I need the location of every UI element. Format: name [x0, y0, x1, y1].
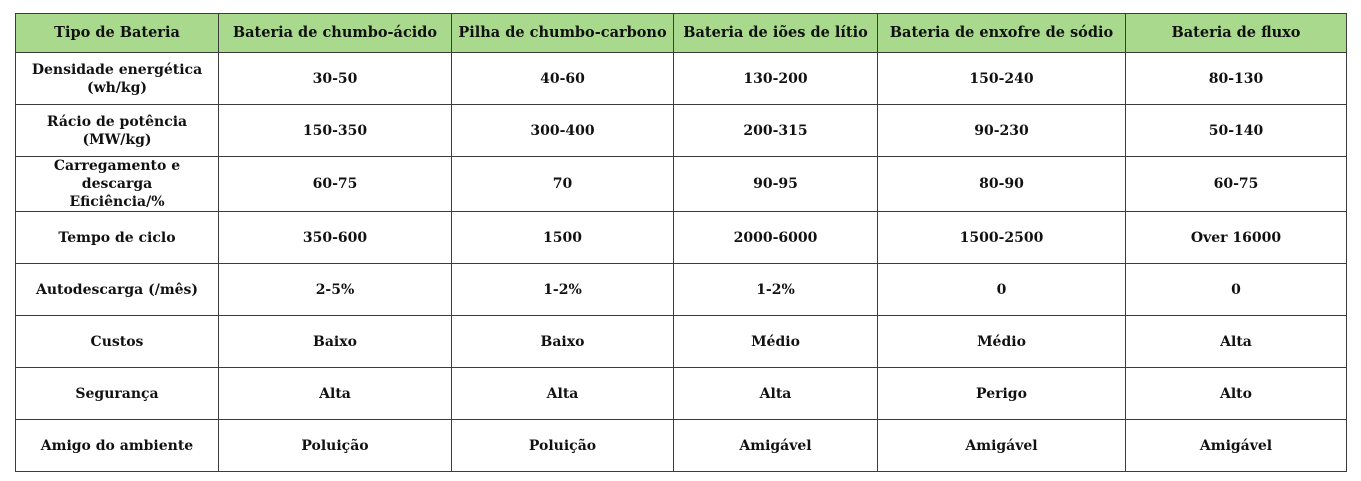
table-cell: 40-60: [452, 53, 674, 105]
row-label-line1: Tempo de ciclo: [58, 229, 176, 246]
row-label: [16, 212, 219, 264]
table-cell: Médio: [674, 316, 878, 368]
table-row: [16, 368, 1347, 420]
row-label: [16, 105, 219, 157]
table-cell: 1500: [452, 212, 674, 264]
table-cell: 60-75: [1126, 157, 1347, 212]
table-cell: Alta: [452, 368, 674, 420]
row-label: [16, 53, 219, 105]
table-row: [16, 316, 1347, 368]
table-cell: Alto: [1126, 368, 1347, 420]
row-label: [16, 368, 219, 420]
row-label: [16, 316, 219, 368]
table-row: [16, 105, 1347, 157]
table-cell: 300-400: [452, 105, 674, 157]
header-sodium-sulfur: Bateria de enxofre de sódio: [878, 14, 1126, 53]
table-row: [16, 264, 1347, 316]
table-cell: 350-600: [219, 212, 452, 264]
table-cell: 1-2%: [674, 264, 878, 316]
header-lead-acid: Bateria de chumbo-ácido: [219, 14, 452, 53]
table-cell: 30-50: [219, 53, 452, 105]
table-cell: 200-315: [674, 105, 878, 157]
table-cell: 2000-6000: [674, 212, 878, 264]
row-label-line1: Rácio de potência: [46, 113, 188, 130]
header-lead-carbon: Pilha de chumbo-carbono: [452, 14, 674, 53]
table-cell: Perigo: [878, 368, 1126, 420]
table-cell: Poluição: [452, 420, 674, 472]
table-cell: Amigável: [1126, 420, 1347, 472]
row-label-line1: Densidade energética: [31, 61, 203, 78]
table-cell: 50-140: [1126, 105, 1347, 157]
table-cell: 80-90: [878, 157, 1126, 212]
row-label-line2: (wh/kg): [86, 79, 148, 96]
row-label-line1: Autodescarga (/mês): [35, 281, 199, 298]
table-cell: Over 16000: [1126, 212, 1347, 264]
row-label: [16, 264, 219, 316]
header-flow: Bateria de fluxo: [1126, 14, 1347, 53]
table-cell: 60-75: [219, 157, 452, 212]
table-cell: 90-230: [878, 105, 1126, 157]
table-cell: Alta: [219, 368, 452, 420]
table-cell: 130-200: [674, 53, 878, 105]
table-cell: 1500-2500: [878, 212, 1126, 264]
table-cell: 0: [878, 264, 1126, 316]
row-label: [16, 157, 219, 212]
table-cell: Baixo: [452, 316, 674, 368]
row-label-line1: Amigo do ambiente: [40, 437, 194, 454]
row-label-line1: Carregamento e descarga: [53, 158, 181, 192]
table-cell: Alta: [674, 368, 878, 420]
battery-comparison-table: [15, 13, 1347, 472]
row-label-line2: Eficiência/%: [69, 194, 165, 210]
table-header-row: [16, 14, 1347, 53]
table-cell: 150-240: [878, 53, 1126, 105]
header-battery-type: Tipo de Bateria: [16, 14, 219, 53]
table-cell: 2-5%: [219, 264, 452, 316]
row-label-line1: Segurança: [75, 385, 159, 402]
comparison-table-container: [15, 13, 1347, 472]
table-cell: Médio: [878, 316, 1126, 368]
table-row: [16, 212, 1347, 264]
table-row: [16, 157, 1347, 212]
table-cell: Amigável: [878, 420, 1126, 472]
header-lithium-ion: Bateria de iões de lítio: [674, 14, 878, 53]
table-cell: Alta: [1126, 316, 1347, 368]
table-cell: 150-350: [219, 105, 452, 157]
table-cell: 80-130: [1126, 53, 1347, 105]
table-cell: Poluição: [219, 420, 452, 472]
table-cell: Baixo: [219, 316, 452, 368]
row-label: [16, 420, 219, 472]
table-cell: 1-2%: [452, 264, 674, 316]
table-cell: 70: [452, 157, 674, 212]
table-cell: 0: [1126, 264, 1347, 316]
table-row: [16, 53, 1347, 105]
row-label-line2: (MW/kg): [82, 131, 152, 148]
table-row: [16, 420, 1347, 472]
row-label-line1: Custos: [90, 333, 144, 350]
table-cell: 90-95: [674, 157, 878, 212]
table-cell: Amigável: [674, 420, 878, 472]
